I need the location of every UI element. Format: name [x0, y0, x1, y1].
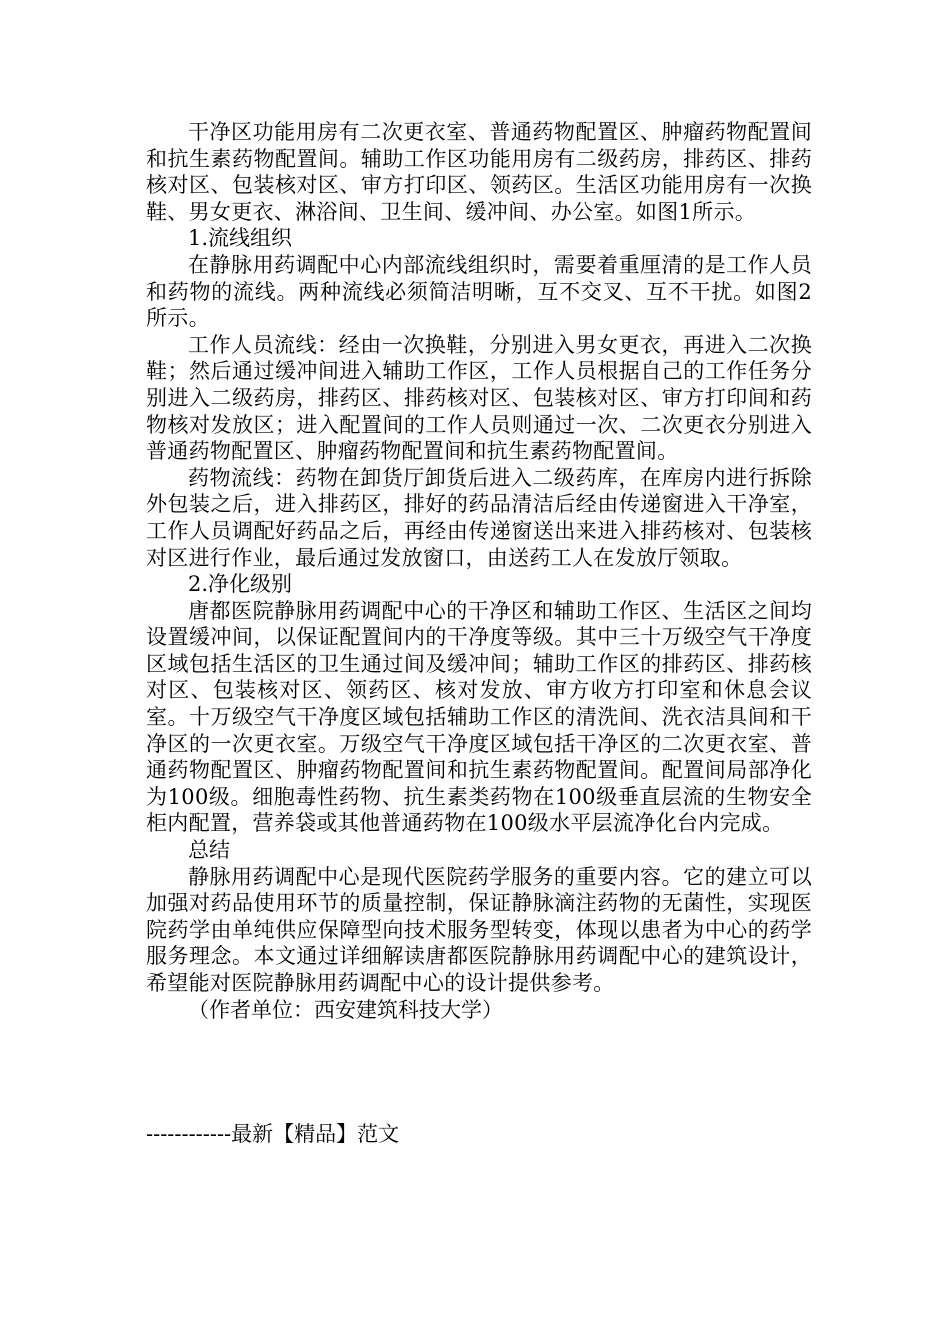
paragraph-functional-rooms: 干净区功能用房有二次更衣室、普通药物配置区、肿瘤药物配置间和抗生素药物配置间。辅助工作区功能用房有二级药房，排药区、排药核对区、包装核对区、审方打印区、领药区。生活区功能用房有一次换鞋、男女更衣、淋浴间、卫生间、缓冲间、办公室。如图1所示。 — [146, 120, 812, 224]
paragraph-flow-intro: 在静脉用药调配中心内部流线组织时，需要着重厘清的是工作人员和药物的流线。两种流线必须简洁明晰，互不交叉、互不干扰。如图2所示。 — [146, 252, 812, 331]
section-heading-flow: 1.流线组织 — [188, 226, 293, 251]
paragraph-staff-flow: 工作人员流线：经由一次换鞋，分别进入男女更衣，再进入二次换鞋；然后通过缓冲间进入辅助工作区，工作人员根据自己的工作任务分别进入二级药房，排药区、排药核对区、包装核对区、审方打印间和药物核对发放区；进入配置间的工作人员则通过一次、二次更衣分别进入普通药物配置区、肿瘤药物配置间和抗生素药物配置间。 — [146, 332, 812, 464]
author-affiliation: （作者单位：西安建筑科技大学） — [188, 997, 503, 1022]
document-body — [146, 119, 812, 1023]
paragraph-purification-levels: 唐都医院静脉用药调配中心的干净区和辅助工作区、生活区之间均设置缓冲间，以保证配置间内的干净度等级。其中三十万级空气干净度区域包括生活区的卫生通过间及缓冲间；辅助工作区的排药区、排药核对区、包装核对区、领药区、核对发放、审方收方打印室和休息会议室。十万级空气干净度区域包括辅助工作区的清洗间、洗衣洁具间和干净区的一次更衣室。万级空气干净度区域包括干净区的二次更衣室、普通药物配置区、肿瘤药物配置间和抗生素药物配置间。配置间局部净化为100级。细胞毒性药物、抗生素类药物在100级垂直层流的生物安全柜内配置，营养袋或其他普通药物在100级水平层流净化台内完成。 — [146, 598, 812, 836]
section-heading-summary: 总结 — [188, 838, 230, 863]
section-heading-purification: 2.净化级别 — [188, 572, 293, 597]
paragraph-summary: 静脉用药调配中心是现代医院药学服务的重要内容。它的建立可以加强对药品使用环节的质量控制，保证静脉滴注药物的无菌性，实现医院药学由单纯供应保障型向技术服务型转变，体现以患者为中心的药学服务理念。本文通过详细解读唐都医院静脉用药调配中心的建筑设计，希望能对医院静脉用药调配中心的设计提供参考。 — [146, 864, 812, 995]
footer-banner: ------------最新【精品】范文 — [146, 1122, 400, 1146]
paragraph-drug-flow: 药物流线：药物在卸货厅卸货后进入二级药库，在库房内进行拆除外包装之后，进入排药区，排好的药品清洁后经由传递窗进入干净室，工作人员调配好药品之后，再经由传递窗送出来进入排药核对、包装核对区进行作业，最后通过发放窗口，由送药工人在发放厅领取。 — [146, 465, 812, 570]
